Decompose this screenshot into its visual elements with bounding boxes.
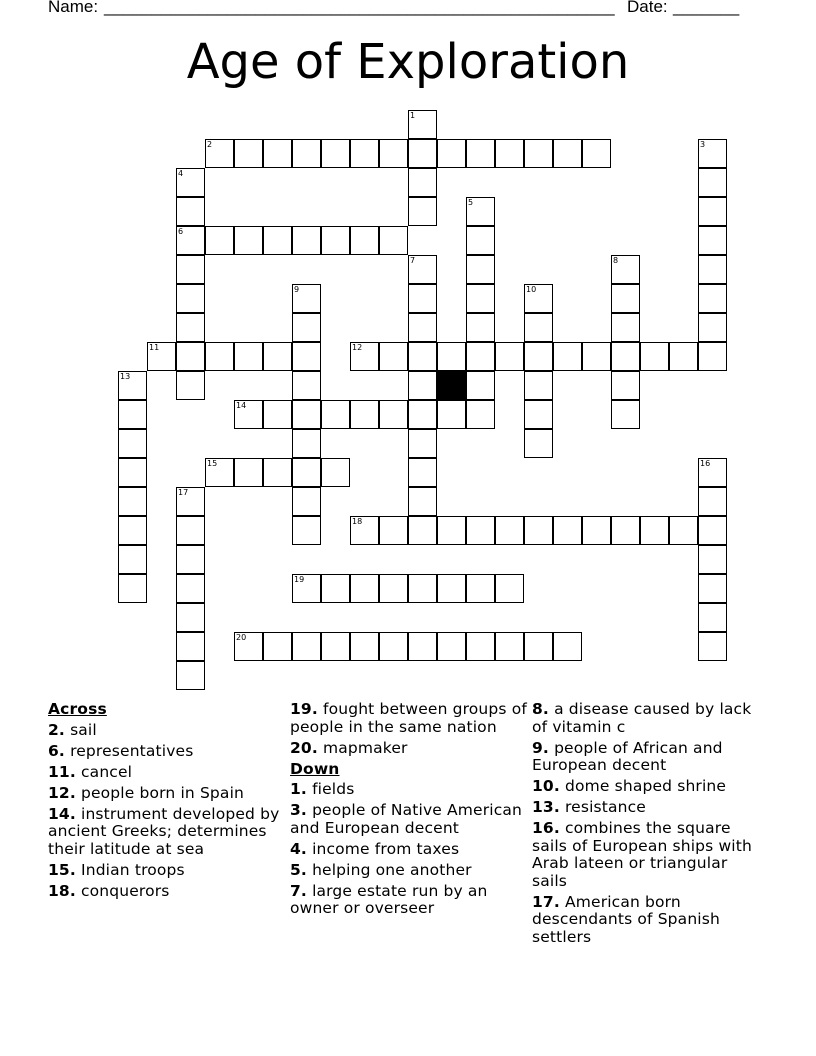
crossword-cell[interactable]	[408, 632, 437, 661]
crossword-cell[interactable]	[118, 400, 147, 429]
crossword-cell[interactable]	[553, 516, 582, 545]
crossword-cell[interactable]	[524, 400, 553, 429]
crossword-cell[interactable]	[118, 516, 147, 545]
crossword-cell[interactable]	[698, 574, 727, 603]
crossword-cell[interactable]	[379, 574, 408, 603]
crossword-cell[interactable]	[292, 632, 321, 661]
crossword-cell[interactable]	[263, 226, 292, 255]
crossword-cell[interactable]	[321, 458, 350, 487]
crossword-cell[interactable]	[176, 284, 205, 313]
crossword-cell[interactable]	[611, 284, 640, 313]
crossword-cell[interactable]	[495, 139, 524, 168]
crossword-cell[interactable]	[292, 139, 321, 168]
crossword-cell[interactable]	[263, 342, 292, 371]
clue-number-7: 7	[410, 256, 416, 265]
page-title: Age of Exploration	[186, 34, 630, 90]
clue-down-16: 16. combines the square sails of European ships with Arab lateen or triangular sails	[532, 819, 752, 890]
black-cell	[437, 371, 466, 400]
crossword-cell[interactable]	[698, 342, 727, 371]
date-line: _______	[673, 0, 740, 16]
clue-down-13: 13. resistance	[532, 798, 646, 816]
crossword-cell[interactable]	[292, 487, 321, 516]
clue-down-4: 4. income from taxes	[290, 839, 460, 858]
crossword-cell[interactable]	[118, 574, 147, 603]
clue-across-12: 12. people born in Spain	[48, 783, 245, 802]
crossword-cell[interactable]	[118, 487, 147, 516]
crossword-cell[interactable]	[669, 516, 698, 545]
crossword-cell[interactable]	[466, 516, 495, 545]
down-heading: Down	[290, 759, 340, 778]
crossword-cell[interactable]	[408, 371, 437, 400]
crossword-cell[interactable]	[350, 226, 379, 255]
crossword-cell[interactable]	[408, 313, 437, 342]
crossword-cell[interactable]	[408, 284, 437, 313]
crossword-cell[interactable]	[350, 574, 379, 603]
crossword-cell[interactable]	[466, 371, 495, 400]
crossword-cell[interactable]	[263, 632, 292, 661]
crossword-cell[interactable]	[234, 139, 263, 168]
crossword-cell[interactable]	[408, 342, 437, 371]
crossword-cell[interactable]	[350, 632, 379, 661]
crossword-cell[interactable]	[466, 342, 495, 371]
clue-down-5: 5. helping one another	[290, 860, 472, 879]
clue-across-11: 11. cancel	[48, 762, 133, 781]
crossword-cell[interactable]	[611, 400, 640, 429]
crossword-cell[interactable]	[524, 371, 553, 400]
crossword-cell[interactable]	[176, 632, 205, 661]
crossword-cell[interactable]	[176, 342, 205, 371]
crossword-cell[interactable]	[292, 400, 321, 429]
crossword-cell[interactable]	[611, 342, 640, 371]
clue-number-9: 9	[294, 285, 300, 294]
crossword-cell[interactable]	[553, 632, 582, 661]
clue-down-8: 8. a disease caused by lack of vitamin c	[532, 700, 752, 736]
name-label: Name:	[48, 0, 99, 16]
clue-number-14: 14	[236, 401, 247, 410]
crossword-cell[interactable]	[495, 516, 524, 545]
crossword-cell[interactable]	[495, 574, 524, 603]
crossword-cell[interactable]	[176, 313, 205, 342]
clue-column-3	[532, 701, 767, 950]
crossword-cell[interactable]	[176, 255, 205, 284]
crossword-cell[interactable]	[553, 342, 582, 371]
crossword-cell[interactable]	[669, 342, 698, 371]
clue-down-3: 3. people of Native American and European decent	[290, 801, 523, 837]
crossword-cell[interactable]	[611, 516, 640, 545]
crossword-cell[interactable]	[292, 226, 321, 255]
crossword-cell[interactable]	[176, 603, 205, 632]
clue-number-10: 10	[526, 285, 537, 294]
crossword-cell[interactable]	[118, 429, 147, 458]
crossword-cell[interactable]	[176, 516, 205, 545]
crossword-cell[interactable]	[437, 342, 466, 371]
crossword-cell[interactable]	[379, 139, 408, 168]
crossword-cell[interactable]	[698, 632, 727, 661]
crossword-cell[interactable]	[321, 574, 350, 603]
crossword-cell[interactable]	[640, 516, 669, 545]
clue-across-14: 14. instrument developed by ancient Greeks; determines their latitude at sea	[48, 804, 280, 858]
crossword-cell[interactable]	[698, 255, 727, 284]
crossword-cell[interactable]	[466, 284, 495, 313]
clue-down-1: 1. fields	[290, 780, 355, 798]
crossword-cell[interactable]	[408, 139, 437, 168]
clue-number-20: 20	[236, 633, 247, 642]
crossword-cell[interactable]	[437, 139, 466, 168]
crossword-cell[interactable]	[553, 139, 582, 168]
crossword-cell[interactable]	[292, 371, 321, 400]
crossword-cell[interactable]	[408, 168, 437, 197]
crossword-cell[interactable]	[698, 197, 727, 226]
crossword-cell[interactable]	[466, 400, 495, 429]
crossword-cell[interactable]	[321, 139, 350, 168]
crossword-cell[interactable]	[263, 139, 292, 168]
crossword-cell[interactable]	[582, 516, 611, 545]
crossword-cell[interactable]	[118, 458, 147, 487]
crossword-cell[interactable]	[176, 197, 205, 226]
crossword-cell[interactable]	[408, 574, 437, 603]
clue-number-3: 3	[700, 140, 706, 149]
crossword-cell[interactable]	[176, 545, 205, 574]
crossword-cell[interactable]	[205, 342, 234, 371]
crossword-cell[interactable]	[698, 168, 727, 197]
crossword-cell[interactable]	[408, 487, 437, 516]
crossword-cell[interactable]	[495, 632, 524, 661]
crossword-cell[interactable]	[176, 661, 205, 690]
crossword-cell[interactable]	[321, 400, 350, 429]
crossword-cell[interactable]	[466, 632, 495, 661]
crossword-cell[interactable]	[379, 342, 408, 371]
clue-down-7: 7. large estate run by an owner or overseer	[290, 881, 488, 917]
date-label: Date:	[627, 0, 668, 16]
crossword-cell[interactable]	[176, 574, 205, 603]
crossword-cell[interactable]	[524, 516, 553, 545]
clue-number-18: 18	[352, 517, 363, 526]
crossword-cell[interactable]	[640, 342, 669, 371]
crossword-cell[interactable]	[466, 255, 495, 284]
crossword-cell[interactable]	[524, 313, 553, 342]
clue-down-17: 17. American born descendants of Spanish settlers	[532, 892, 720, 946]
crossword-cell[interactable]	[292, 429, 321, 458]
crossword-cell[interactable]	[292, 313, 321, 342]
crossword-cell[interactable]	[292, 342, 321, 371]
crossword-cell[interactable]	[234, 458, 263, 487]
crossword-cell[interactable]	[524, 139, 553, 168]
crossword-cell[interactable]	[524, 632, 553, 661]
clue-number-2: 2	[207, 140, 213, 149]
crossword-cell[interactable]	[321, 226, 350, 255]
crossword-cell[interactable]	[466, 226, 495, 255]
clue-number-1: 1	[410, 111, 416, 120]
clue-number-15: 15	[207, 459, 218, 468]
clue-number-6: 6	[178, 227, 184, 236]
crossword-cell[interactable]	[582, 139, 611, 168]
clue-number-4: 4	[178, 169, 184, 178]
clue-number-19: 19	[294, 575, 305, 584]
crossword-cell[interactable]	[234, 342, 263, 371]
clue-number-16: 16	[700, 459, 711, 468]
crossword-cell[interactable]	[466, 574, 495, 603]
crossword-cell[interactable]	[698, 313, 727, 342]
crossword-cell[interactable]	[611, 371, 640, 400]
crossword-cell[interactable]	[292, 458, 321, 487]
clue-number-17: 17	[178, 488, 189, 497]
crossword-cell[interactable]	[524, 429, 553, 458]
clue-number-5: 5	[468, 198, 474, 207]
crossword-cell[interactable]	[495, 342, 524, 371]
clue-across-18: 18. conquerors	[48, 881, 170, 900]
name-line: ______________________________________________________	[104, 0, 615, 16]
clue-down-10: 10. dome shaped shrine	[532, 777, 727, 795]
crossword-cell[interactable]	[466, 139, 495, 168]
crossword-cell[interactable]	[379, 226, 408, 255]
clue-column-1	[48, 701, 283, 904]
crossword-cell[interactable]	[234, 226, 263, 255]
crossword-cell[interactable]	[408, 516, 437, 545]
crossword-cell[interactable]	[437, 574, 466, 603]
crossword-cell[interactable]	[611, 313, 640, 342]
crossword-cell[interactable]	[408, 197, 437, 226]
crossword-cell[interactable]	[408, 429, 437, 458]
crossword-cell[interactable]	[379, 632, 408, 661]
clue-down-9: 9. people of African and European decent	[532, 738, 723, 774]
clue-number-8: 8	[613, 256, 619, 265]
clue-number-12: 12	[352, 343, 363, 352]
crossword-cell[interactable]	[379, 400, 408, 429]
crossword-cell[interactable]	[408, 400, 437, 429]
crossword-cell[interactable]	[176, 371, 205, 400]
crossword-cell[interactable]	[379, 516, 408, 545]
crossword-cell[interactable]	[321, 632, 350, 661]
crossword-cell[interactable]	[437, 632, 466, 661]
clue-across-20: 20. mapmaker	[290, 738, 408, 757]
crossword-cell[interactable]	[292, 516, 321, 545]
clue-number-11: 11	[149, 343, 160, 352]
crossword-cell[interactable]	[408, 458, 437, 487]
clue-across-15: 15. Indian troops	[48, 860, 185, 879]
crossword-cell[interactable]	[698, 226, 727, 255]
clue-across-19: 19. fought between groups of people in the same nation	[290, 700, 527, 736]
crossword-cell[interactable]	[263, 400, 292, 429]
clue-across-2: 2. sail	[48, 720, 97, 739]
crossword-cell[interactable]	[118, 545, 147, 574]
crossword-cell[interactable]	[437, 516, 466, 545]
crossword-cell[interactable]	[698, 545, 727, 574]
clue-across-6: 6. representatives	[48, 741, 194, 760]
crossword-cell[interactable]	[350, 400, 379, 429]
crossword-cell[interactable]	[582, 342, 611, 371]
crossword-cell[interactable]	[698, 284, 727, 313]
crossword-cell[interactable]	[698, 516, 727, 545]
crossword-cell[interactable]	[466, 313, 495, 342]
crossword-cell[interactable]	[698, 603, 727, 632]
crossword-cell[interactable]	[437, 400, 466, 429]
crossword-cell[interactable]	[524, 342, 553, 371]
clue-number-13: 13	[120, 372, 131, 381]
clue-column-2	[290, 701, 528, 921]
crossword-cell[interactable]	[263, 458, 292, 487]
crossword-cell[interactable]	[698, 487, 727, 516]
across-heading: Across	[48, 700, 107, 718]
crossword-cell[interactable]	[350, 139, 379, 168]
crossword-cell[interactable]	[205, 226, 234, 255]
